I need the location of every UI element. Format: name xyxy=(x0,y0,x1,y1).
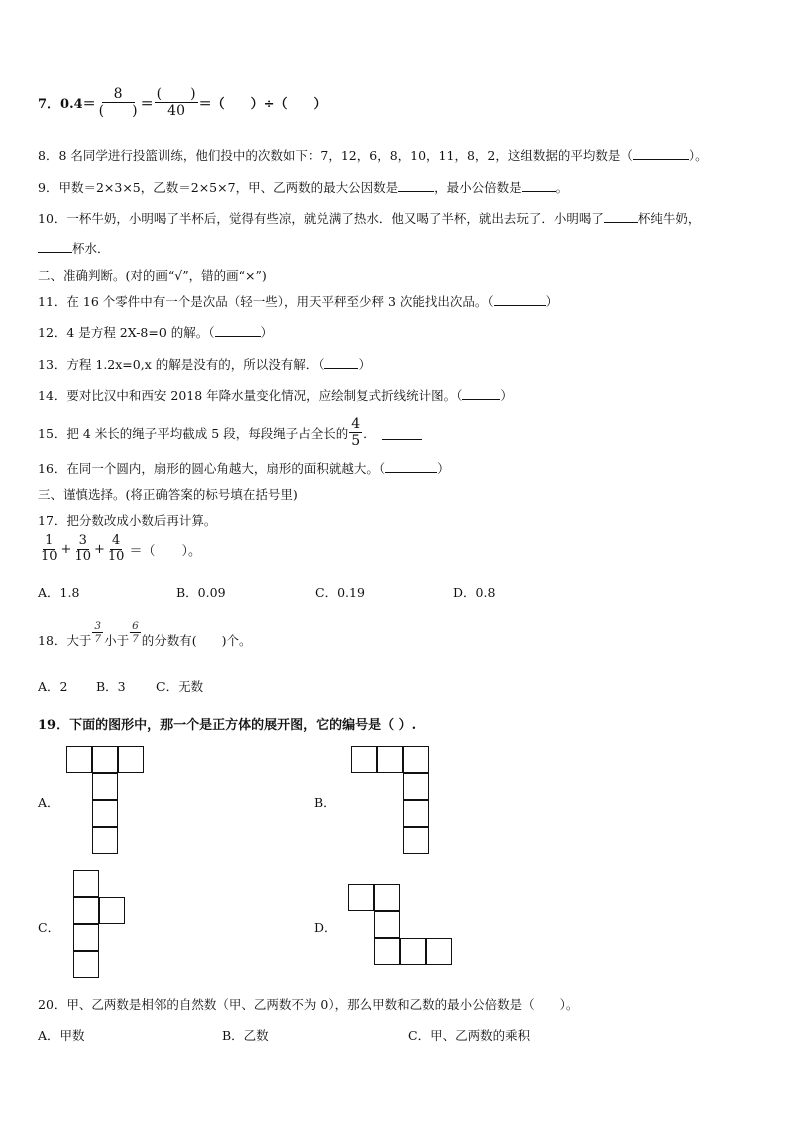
q18-fraction-1: $\frac{3}{7}$ xyxy=(94,620,102,646)
question-12: 12．4 是方程 2X-8=0 的解。（ ） xyxy=(38,325,274,340)
q18-option-b[interactable]: B．3 xyxy=(96,679,126,694)
answer-blank[interactable] xyxy=(604,222,638,223)
answer-blank[interactable] xyxy=(462,399,500,400)
question-18: 18．大于 $\frac{3}{7}$ 小于 $\frac{6}{7}$ 的分数有( )个。 xyxy=(38,620,252,649)
q17-fraction-1: $\frac{1}{10}$ xyxy=(41,533,58,564)
q7-fraction-2: $\frac{( )}{40}$ xyxy=(156,86,196,120)
answer-blank[interactable] xyxy=(324,368,358,369)
q19-label-d[interactable]: D． xyxy=(314,920,337,935)
section-2-title: 二、准确判断。(对的画“√”，错的画“×”) xyxy=(38,268,267,283)
question-10-line-1: 10．一杯牛奶，小明喝了半杯后，觉得有些凉，就兑满了热水．他又喝了半杯，就出去玩了．小明喝了 杯纯牛奶， xyxy=(38,211,701,226)
q18-option-a[interactable]: A．2 xyxy=(38,679,68,694)
q19-label-a[interactable]: A． xyxy=(38,795,60,810)
answer-blank[interactable] xyxy=(398,191,434,192)
q17-fraction-2: $\frac{3}{10}$ xyxy=(74,533,91,564)
question-7: 7．0.4＝ $\frac{8}{( )}$ ＝ $\frac{( )}{40}$ ＝（ ）÷（ ） xyxy=(38,86,327,120)
q17-option-c[interactable]: C．0.19 xyxy=(315,585,365,600)
answer-blank[interactable] xyxy=(215,336,261,337)
question-10-line-2: 杯水． xyxy=(38,239,110,257)
section-3-title: 三、谨慎选择。(将正确答案的标号填在括号里) xyxy=(38,487,298,502)
answer-blank[interactable] xyxy=(522,191,556,192)
q17-option-a[interactable]: A．1.8 xyxy=(38,585,80,600)
q18-option-c[interactable]: C．无数 xyxy=(156,679,204,694)
question-20: 20．甲、乙两数是相邻的自然数（甲、乙两数不为 0），那么甲数和乙数的最小公倍数是（ ）。 xyxy=(38,997,579,1012)
q17-option-d[interactable]: D．0.8 xyxy=(453,585,496,600)
question-17: 17．把分数改成小数后再计算。 xyxy=(38,513,217,528)
q15-fraction: $\frac{4}{5}$ xyxy=(351,416,361,450)
answer-blank[interactable] xyxy=(633,159,689,160)
question-14: 14．要对比汉中和西安 2018 年降水量变化情况，应绘制复式折线统计图。（ ） xyxy=(38,388,513,403)
question-15: 15．把 4 米长的绳子平均截成 5 段，每段绳子占全长的 $\frac{4}{5}$ ． xyxy=(38,416,422,449)
answer-blank[interactable] xyxy=(38,252,72,253)
answer-blank[interactable] xyxy=(494,305,546,306)
q20-option-a[interactable]: A．甲数 xyxy=(38,1028,85,1043)
q17-option-b[interactable]: B．0.09 xyxy=(176,585,226,600)
q7-fraction-1: $\frac{8}{( )}$ xyxy=(98,86,138,120)
q18-fraction-2: $\frac{6}{7}$ xyxy=(132,620,139,646)
q7-prefix: 7．0.4＝ xyxy=(38,97,96,113)
question-11: 11．在 16 个零件中有一个是次品（轻一些），用天平秤至少秤 3 次能找出次品。（ ） xyxy=(38,294,559,309)
q17-fraction-3: $\frac{4}{10}$ xyxy=(107,533,125,564)
question-8: 8．8 名同学进行投篮训练，他们投中的次数如下：7，12，6，8，10，11，8，2，这组数据的平均数是（ ）。 xyxy=(38,148,708,163)
q20-option-c[interactable]: C．甲、乙两数的乘积 xyxy=(408,1028,531,1043)
q20-option-b[interactable]: B．乙数 xyxy=(222,1028,269,1043)
q19-label-b[interactable]: B． xyxy=(314,795,336,810)
q7-tail: ＝（ ）÷（ ） xyxy=(198,97,327,113)
question-19: 19．下面的图形中，那一个是正方体的展开图，它的编号是（ ）. xyxy=(38,718,417,733)
answer-blank[interactable] xyxy=(385,472,437,473)
q19-label-c[interactable]: C． xyxy=(38,920,61,935)
question-9: 9．甲数＝2×3×5，乙数＝2×5×7，甲、乙两数的最大公因数是 ，最小公倍数是 。 xyxy=(38,180,569,195)
q17-expression: $\frac{1}{10}$ + $\frac{3}{10}$ + $\frac{4}{10}$ ＝（ ）。 xyxy=(41,533,201,564)
question-13: 13．方程 1.2x=0,x 的解是没有的，所以没有解．（ ） xyxy=(38,357,371,372)
question-16: 16．在同一个圆内，扇形的圆心角越大，扇形的面积就越大。（ ） xyxy=(38,461,450,476)
answer-blank[interactable] xyxy=(382,425,422,440)
